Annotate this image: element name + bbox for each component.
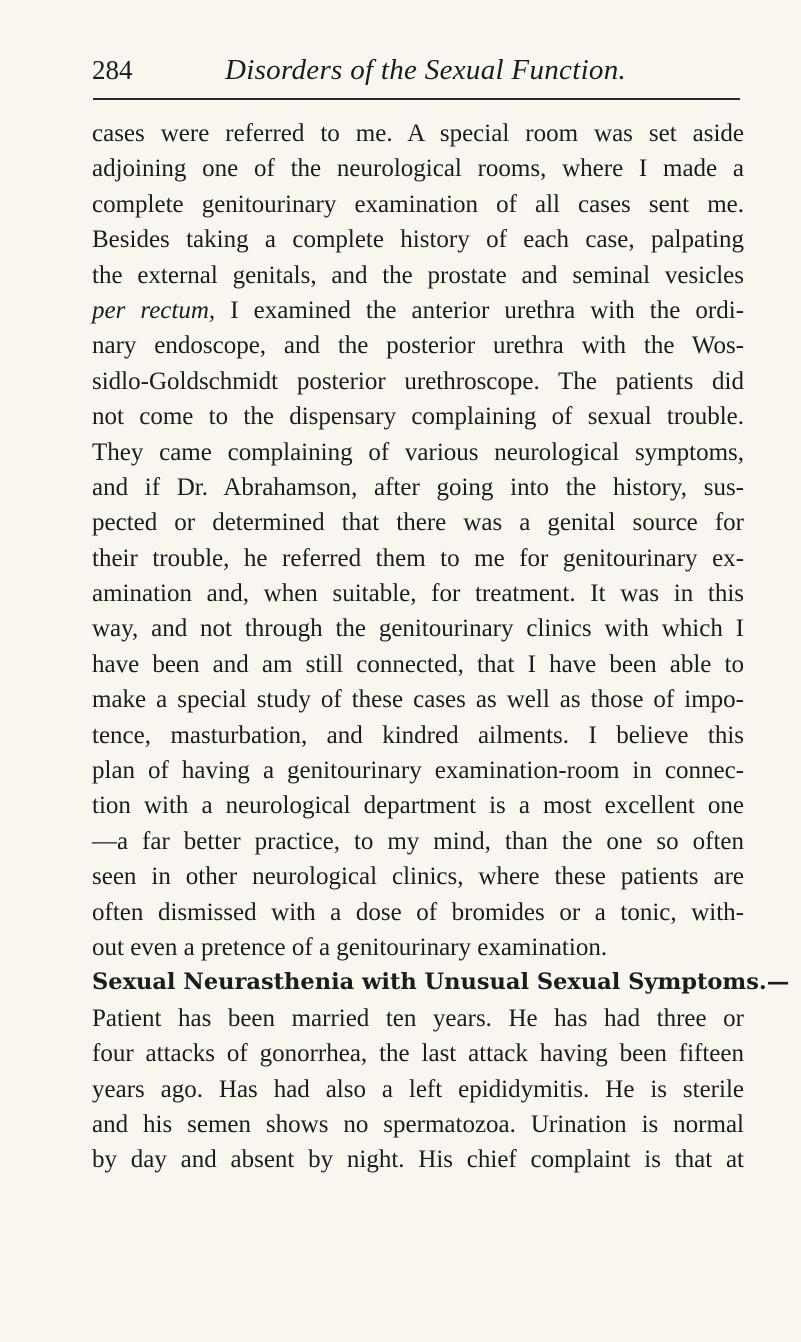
text-line: tion with a neurological department is a most excellent one: [92, 792, 744, 820]
body-text: [92, 116, 790, 1178]
text-line: have been and am still connected, that I have been able to: [92, 650, 744, 678]
text-line: They came complaining of various neurological symptoms,: [92, 438, 744, 466]
text-line: Patient has been married ten years. He has had three or: [92, 1004, 744, 1032]
header-rule: [93, 98, 740, 100]
text-line: make a special study of these cases as well as those of impo-: [92, 686, 744, 714]
text-line: pected or determined that there was a genital source for: [92, 509, 744, 537]
text-line: Besides taking a complete history of each case, palpating: [92, 226, 744, 254]
text-line: often dismissed with a dose of bromides or a tonic, with-: [92, 898, 744, 926]
text-line-with-italic: [92, 293, 744, 328]
italic-phrase: per rectum,: [92, 296, 216, 324]
text-line: seen in other neurological clinics, where these patients are: [92, 863, 744, 891]
running-title: Disorders of the Sexual Function.: [225, 54, 627, 86]
text-line: not come to the dispensary complaining of sexual trouble.: [92, 403, 744, 431]
text-line-remainder: I examined the anterior urethra with the ordi-: [230, 296, 744, 324]
text-line: amination and, when suitable, for treatment. It was in this: [92, 580, 744, 608]
text-line: complete genitourinary examination of all cases sent me.: [92, 190, 744, 218]
text-line: sidlo-Goldschmidt posterior urethroscope. The patients did: [92, 367, 744, 395]
text-line: cases were referred to me. A special room was set aside: [92, 120, 744, 147]
text-line: and if Dr. Abrahamson, after going into the history, sus-: [92, 473, 744, 501]
text-line: four attacks of gonorrhea, the last attack having been fifteen: [92, 1040, 744, 1068]
text-line: plan of having a genitourinary examination-room in connec-: [92, 757, 744, 785]
text-line: —a far better practice, to my mind, than the one so often: [92, 827, 744, 855]
text-line: tence, masturbation, and kindred ailments. I believe this: [92, 721, 744, 749]
text-line: by day and absent by night. His chief complaint is that at: [92, 1146, 744, 1174]
text-line: nary endoscope, and the posterior urethra with the Wos-: [92, 332, 744, 360]
page-number: 284: [92, 55, 133, 85]
text-line: and his semen shows no spermatozoa. Urination is normal: [92, 1110, 744, 1138]
text-line: adjoining one of the neurological rooms, where I made a: [92, 155, 744, 183]
text-line: years ago. Has had also a left epididymitis. He is sterile: [92, 1075, 744, 1103]
text-line: the external genitals, and the prostate and seminal vesicles: [92, 261, 744, 289]
running-header: [92, 52, 740, 92]
text-line: their trouble, he referred them to me for genitourinary ex-: [92, 544, 744, 572]
section-heading: Sexual Neurasthenia with Unusual Sexual Symptoms.—: [92, 969, 790, 996]
text-line: way, and not through the genitourinary clinics with which I: [92, 615, 744, 643]
text-line: out even a pretence of a genitourinary examination.: [92, 933, 608, 961]
